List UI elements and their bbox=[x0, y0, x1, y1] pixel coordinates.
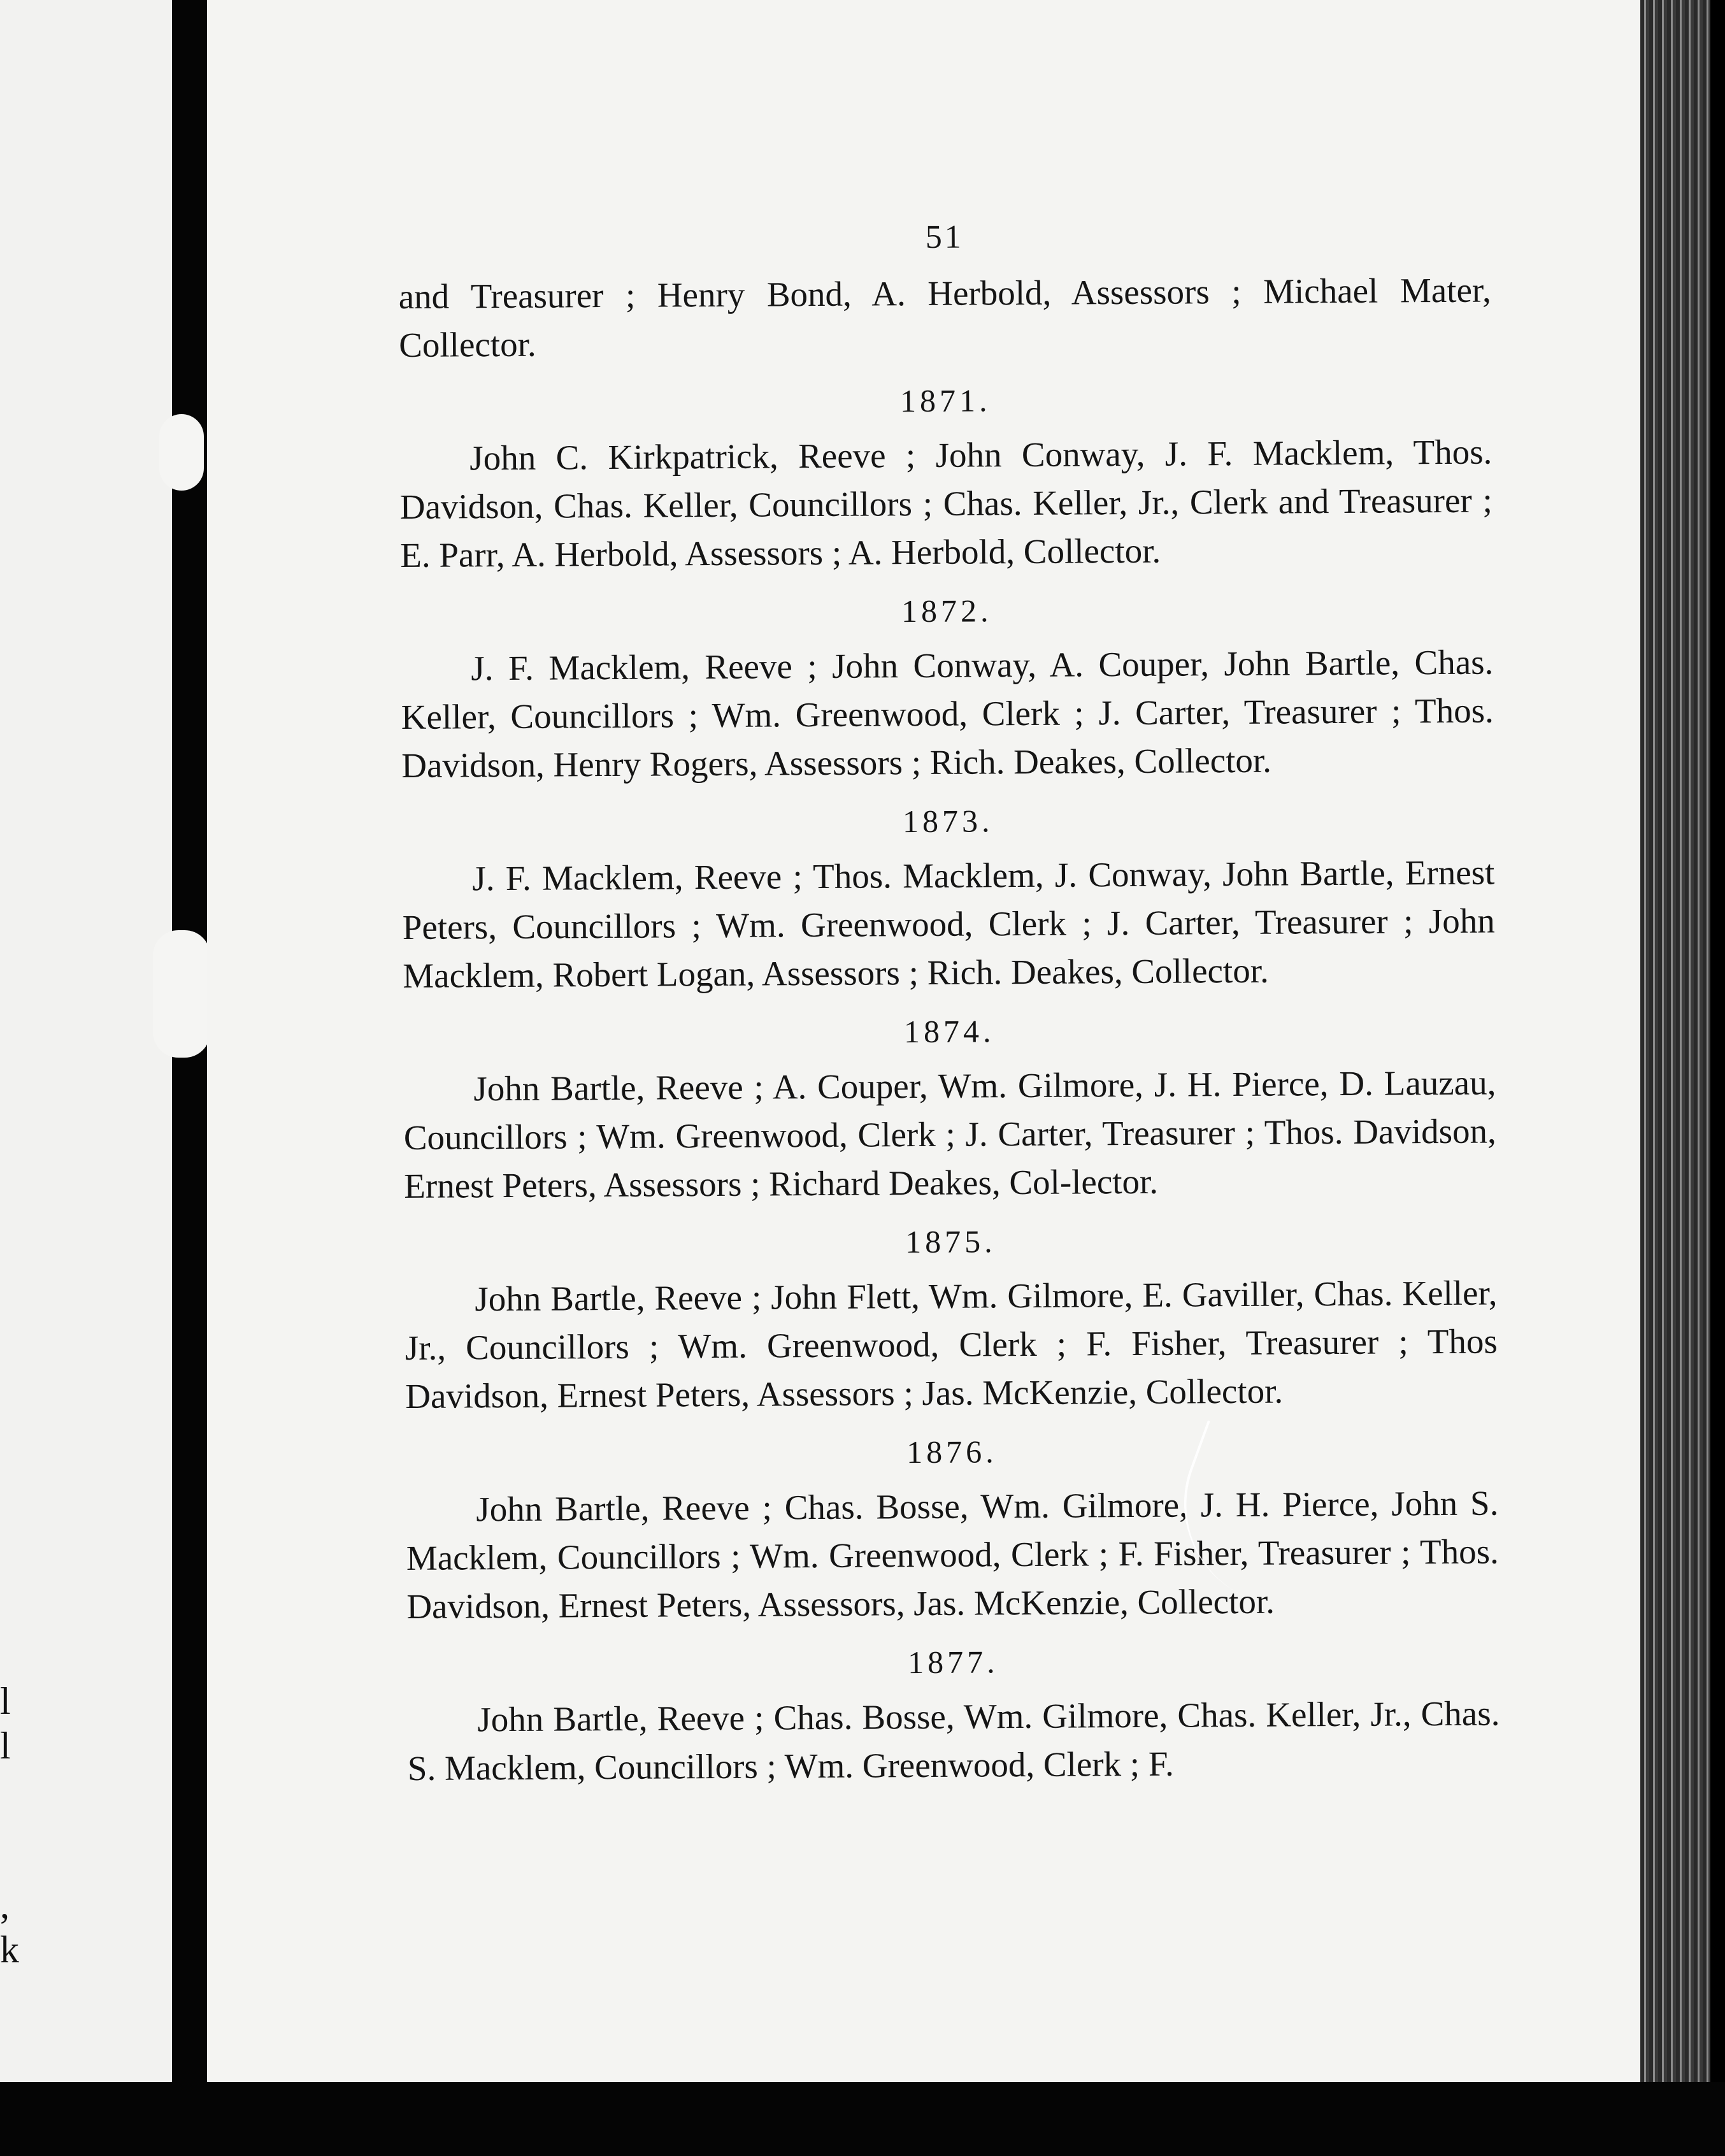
year-heading: 1877. bbox=[907, 1644, 999, 1681]
facing-page-margin bbox=[0, 0, 175, 2102]
year-heading: 1872. bbox=[901, 593, 992, 629]
year-heading: 1875. bbox=[905, 1223, 996, 1260]
year-heading: 1874. bbox=[903, 1013, 995, 1050]
gutter-notch bbox=[159, 414, 204, 491]
margin-mark: l bbox=[0, 1725, 11, 1767]
council-entry: John Bartle, Reeve ; John Flett, Wm. Gilmore, E. Gaviller, Chas. Keller, Jr., Councillors ; Wm. Greenwood, Clerk ; F. Fisher, Treasurer ; Thos Davidson, Ernest Peters, Assessors ; Jas. McKenzie, Collector. bbox=[404, 1273, 1498, 1416]
page-edges bbox=[1640, 0, 1710, 2102]
scan-border-right bbox=[1710, 0, 1725, 2156]
council-entry: John Bartle, Reeve ; A. Couper, Wm. Gilmore, J. H. Pierce, D. Lauzau, Councillors ; Wm. Greenwood, Clerk ; J. Carter, Treasurer ; Thos. Davidson, Ernest Peters, Assessors ; Richard Deakes, Col-lector. bbox=[403, 1063, 1496, 1205]
margin-mark: l bbox=[0, 1680, 11, 1722]
opening-paragraph: and Treasurer ; Henry Bond, A. Herbold, Assessors ; Michael Mater, Collector. bbox=[398, 270, 1491, 364]
council-entry: John C. Kirkpatrick, Reeve ; John Conway, J. F. Macklem, Thos. Davidson, Chas. Keller, Councillors ; Chas. Keller, Jr., Clerk and Treasurer ; E. Parr, A. Herbold, Assessors ; A. Herbold, Collector. bbox=[399, 432, 1492, 575]
page-text bbox=[398, 210, 1500, 1803]
year-heading: 1873. bbox=[902, 803, 994, 840]
council-entry: J. F. Macklem, Reeve ; John Conway, A. Couper, John Bartle, Chas. Keller, Councillors ; Wm. Greenwood, Clerk ; J. Carter, Treasurer ; Thos. Davidson, Henry Rogers, Assessors ; Rich. Deakes, Collector. bbox=[401, 642, 1494, 785]
council-entry: J. F. Macklem, Reeve ; Thos. Macklem, J. Conway, John Bartle, Ernest Peters, Councillors ; Wm. Greenwood, Clerk ; J. Carter, Treasurer ; John Macklem, Robert Logan, Assessors ; Rich. Deakes, Collector. bbox=[402, 852, 1495, 995]
year-heading: 1876. bbox=[906, 1434, 998, 1470]
council-entry: John Bartle, Reeve ; Chas. Bosse, Wm. Gilmore, Chas. Keller, Jr., Chas. S. Macklem, Councillors ; Wm. Greenwood, Clerk ; F. bbox=[407, 1693, 1500, 1788]
margin-mark: k bbox=[0, 1929, 19, 1971]
year-heading: 1871. bbox=[899, 382, 991, 419]
margin-mark: , bbox=[0, 1884, 10, 1926]
page-number: 51 bbox=[925, 219, 964, 255]
council-entry: John Bartle, Reeve ; Chas. Bosse, Wm. Gilmore, J. H. Pierce, John S. Macklem, Councillors ; Wm. Greenwood, Clerk ; F. Fisher, Treasurer ; Thos. Davidson, Ernest Peters, Assessors, Jas. McKenzie, Collector. bbox=[406, 1483, 1500, 1626]
book-gutter bbox=[172, 0, 210, 2156]
gutter-notch bbox=[153, 930, 210, 1058]
scan-border-bottom bbox=[0, 2082, 1725, 2156]
